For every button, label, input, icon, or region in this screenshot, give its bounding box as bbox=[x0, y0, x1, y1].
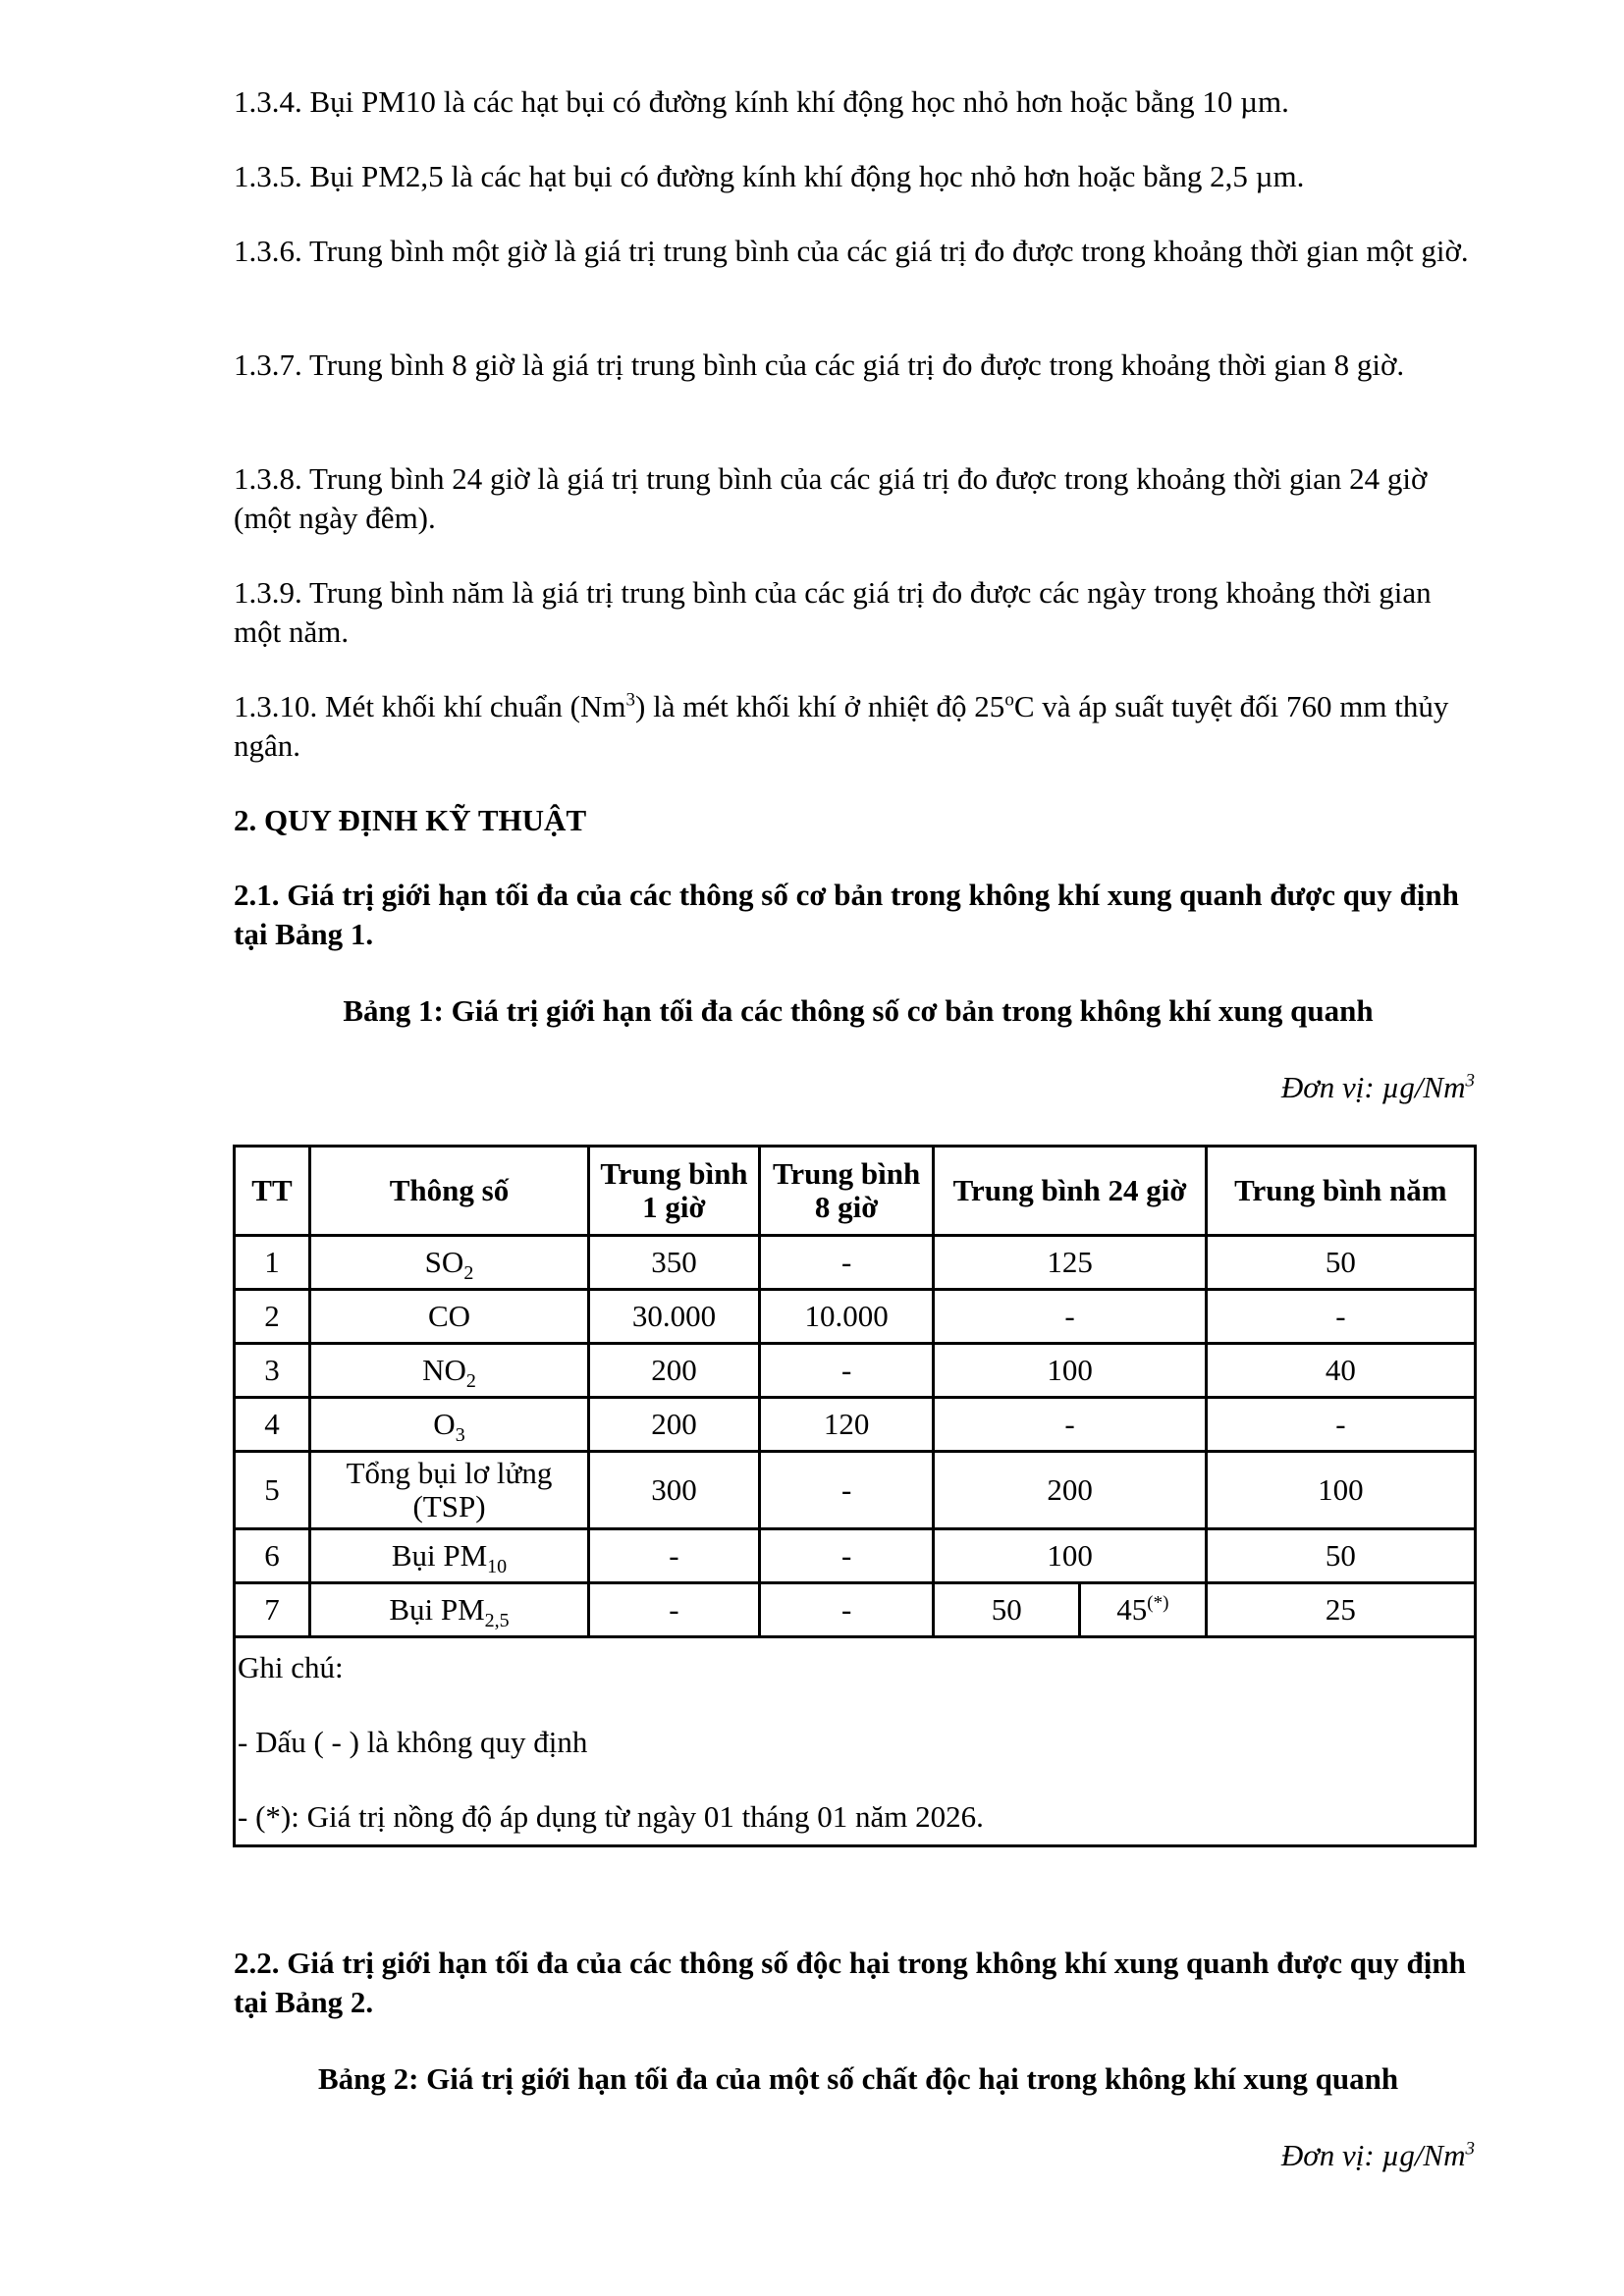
table-row bbox=[235, 1583, 1476, 1637]
table-1 bbox=[233, 1145, 1477, 1847]
cell-8h: - bbox=[759, 1529, 934, 1583]
table-row bbox=[235, 1290, 1476, 1344]
cell-24h: 100 bbox=[934, 1529, 1206, 1583]
cell-8h: 10.000 bbox=[759, 1290, 934, 1344]
definition-1-3-5: 1.3.5. Bụi PM2,5 là các hạt bụi có đường kính khí động học nhỏ hơn hoặc bằng 2,5 µm. bbox=[234, 159, 1305, 193]
definition-1-3-4: 1.3.4. Bụi PM10 là các hạt bụi có đường kính khí động học nhỏ hơn hoặc bằng 10 µm. bbox=[234, 84, 1289, 119]
cell-tt: 6 bbox=[235, 1529, 310, 1583]
cell-1h: 300 bbox=[589, 1452, 760, 1529]
definition-1-3-7: 1.3.7. Trung bình 8 giờ là giá trị trung bình của các giá trị đo được trong khoảng thời gian 8 giờ. bbox=[234, 347, 1405, 382]
cell-param: CO bbox=[309, 1290, 588, 1344]
cell-param: Bụi $PM_{2,5}$ bbox=[309, 1583, 588, 1637]
table-1-caption: Bảng 1: Giá trị giới hạn tối đa các thông số cơ bản trong không khí xung quanh bbox=[343, 993, 1374, 1028]
definition-1-3-9: 1.3.9. Trung bình năm là giá trị trung bình của các giá trị đo được các ngày trong khoảng thời gian một năm. bbox=[234, 575, 1432, 649]
header-8h: Trung bình 8 giờ bbox=[759, 1147, 934, 1236]
cell-8h: - bbox=[759, 1583, 934, 1637]
cell-1h: - bbox=[589, 1583, 760, 1637]
cell-year: 50 bbox=[1206, 1529, 1475, 1583]
cell-24h: - bbox=[934, 1398, 1206, 1452]
cell-year: 40 bbox=[1206, 1344, 1475, 1398]
cell-24h-current: 50 bbox=[934, 1583, 1080, 1637]
notes-line-dash: - Dấu ( - ) là không quy định bbox=[238, 1725, 588, 1759]
cell-1h: - bbox=[589, 1529, 760, 1583]
cell-24h: 125 bbox=[934, 1236, 1206, 1290]
definition-1-3-6: 1.3.6. Trung bình một giờ là giá trị trung bình của các giá trị đo được trong khoảng thời gian một giờ. bbox=[234, 234, 1469, 268]
header-param: Thông số bbox=[309, 1147, 588, 1236]
table-row bbox=[235, 1344, 1476, 1398]
cell-param: $O_3$ bbox=[309, 1398, 588, 1452]
cell-24h: - bbox=[934, 1290, 1206, 1344]
cell-param: $SO_2$ bbox=[309, 1236, 588, 1290]
table-notes-row bbox=[235, 1637, 1476, 1846]
cell-param: Tổng bụi lơ lửng (TSP) bbox=[309, 1452, 588, 1529]
cell-year: 100 bbox=[1206, 1452, 1475, 1529]
header-year: Trung bình năm bbox=[1206, 1147, 1475, 1236]
cell-8h: 120 bbox=[759, 1398, 934, 1452]
cell-24h: 200 bbox=[934, 1452, 1206, 1529]
header-24h: Trung bình 24 giờ bbox=[934, 1147, 1206, 1236]
table-header-row bbox=[235, 1147, 1476, 1236]
cell-param: Bụi $PM_{10}$ bbox=[309, 1529, 588, 1583]
cell-1h: 350 bbox=[589, 1236, 760, 1290]
table-row bbox=[235, 1398, 1476, 1452]
cell-tt: 3 bbox=[235, 1344, 310, 1398]
cell-param: $NO_2$ bbox=[309, 1344, 588, 1398]
table-1-unit: Đơn vị: µg/Nm$^3$ bbox=[1280, 1070, 1475, 1104]
section-2-2-heading: 2.2. Giá trị giới hạn tối đa của các thông số độc hại trong không khí xung quanh được quy định tại Bảng 2. bbox=[234, 1946, 1466, 2019]
header-1h: Trung bình 1 giờ bbox=[589, 1147, 760, 1236]
cell-year: - bbox=[1206, 1398, 1475, 1452]
cell-1h: 200 bbox=[589, 1398, 760, 1452]
cell-tt: 4 bbox=[235, 1398, 310, 1452]
table-notes bbox=[235, 1637, 1476, 1846]
table-row bbox=[235, 1452, 1476, 1529]
cell-24h: 100 bbox=[934, 1344, 1206, 1398]
table-row bbox=[235, 1529, 1476, 1583]
table-2-unit: Đơn vị: µg/Nm$^3$ bbox=[1280, 2138, 1475, 2172]
cell-tt: 7 bbox=[235, 1583, 310, 1637]
notes-title: Ghi chú: bbox=[238, 1650, 344, 1684]
definition-1-3-10: 1.3.10. Mét khối khí chuẩn (Nm$^3$) là mét khối khí ở nhiệt độ 25$^o$C và áp suất tuyệt đối 760 mm thủy ngân. bbox=[234, 689, 1449, 763]
table-2-caption: Bảng 2: Giá trị giới hạn tối đa của một số chất độc hại trong không khí xung quanh bbox=[317, 2061, 1399, 2096]
cell-8h: - bbox=[759, 1236, 934, 1290]
cell-tt: 1 bbox=[235, 1236, 310, 1290]
header-tt: TT bbox=[235, 1147, 310, 1236]
cell-24h-from-2026: 45(*) bbox=[1079, 1583, 1206, 1637]
table-row bbox=[235, 1236, 1476, 1290]
notes-line-asterisk: - (*): Giá trị nồng độ áp dụng từ ngày 01 tháng 01 năm 2026. bbox=[238, 1799, 984, 1834]
cell-tt: 2 bbox=[235, 1290, 310, 1344]
cell-1h: 30.000 bbox=[589, 1290, 760, 1344]
cell-8h: - bbox=[759, 1344, 934, 1398]
cell-tt: 5 bbox=[235, 1452, 310, 1529]
cell-year: 50 bbox=[1206, 1236, 1475, 1290]
cell-1h: 200 bbox=[589, 1344, 760, 1398]
definition-1-3-8: 1.3.8. Trung bình 24 giờ là giá trị trung bình của các giá trị đo được trong khoảng thời gian 24 giờ (một ngày đêm). bbox=[234, 461, 1428, 535]
section-2-title: 2. QUY ĐỊNH KỸ THUẬT bbox=[234, 803, 587, 837]
cell-year: 25 bbox=[1206, 1583, 1475, 1637]
cell-8h: - bbox=[759, 1452, 934, 1529]
section-2-1-heading: 2.1. Giá trị giới hạn tối đa của các thông số cơ bản trong không khí xung quanh được quy định tại Bảng 1. bbox=[234, 878, 1459, 951]
cell-year: - bbox=[1206, 1290, 1475, 1344]
